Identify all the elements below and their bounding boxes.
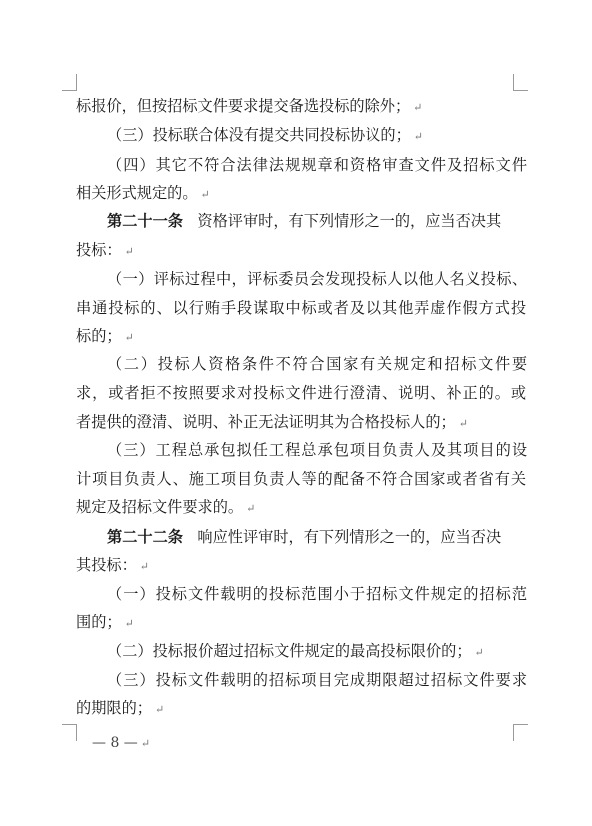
- text-line: （二）投标报价超过招标文件规定的最高投标限价的； ↵: [107, 642, 484, 660]
- text-line: （一）投标文件载明的投标范围小于招标文件规定的招标范: [107, 585, 527, 603]
- text-line: 规定及招标文件要求的。 ↵: [76, 498, 256, 516]
- text-line: （二）投标人资格条件不符合国家有关规定和招标文件要: [107, 355, 527, 373]
- article-22-heading: 第二十二条 响应性评审时，有下列情形之一的，应当否决: [107, 528, 502, 546]
- text-line: 其投标： ↵: [76, 556, 149, 574]
- crop-mark-top-right: [513, 74, 528, 91]
- text-line: 者提供的澄清、说明、补正无法证明其为合格投标人的； ↵: [76, 413, 468, 431]
- text-line: 围的； ↵: [76, 613, 134, 631]
- text-line: 求，或者拒不按照要求对投标文件进行澄清、说明、补正的。或: [76, 384, 526, 402]
- text-line: 标的； ↵: [76, 327, 134, 345]
- crop-mark-bottom-left: [62, 724, 77, 741]
- text-line: 计项目负责人、施工项目负责人等的配备不符合国家或者省有关: [76, 470, 526, 488]
- text-line: 标报价，但按招标文件要求提交备选投标的除外； ↵: [76, 97, 423, 115]
- crop-mark-top-left: [62, 74, 77, 91]
- text-line: （四）其它不符合法律法规规章和资格审查文件及招标文件: [107, 156, 527, 174]
- text-line: （三）投标文件载明的招标项目完成期限超过招标文件要求: [107, 671, 527, 689]
- text-line: 投标： ↵: [76, 241, 134, 259]
- text-line: 的期限的； ↵: [76, 699, 165, 717]
- article-21-heading: 第二十一条 资格评审时，有下列情形之一的，应当否决其: [107, 212, 502, 230]
- text-line: （三）工程总承包拟任工程总承包项目负责人及其项目的设: [107, 441, 527, 459]
- page-number: — 8 — ↵: [92, 735, 151, 751]
- crop-mark-bottom-right: [513, 724, 528, 741]
- text-line: （三）投标联合体没有提交共同投标协议的； ↵: [107, 126, 423, 144]
- text-line: 相关形式规定的。 ↵: [76, 184, 210, 202]
- text-line: （一）评标过程中，评标委员会发现投标人以他人名义投标、: [107, 270, 527, 288]
- text-line: 串通投标的、以行贿手段谋取中标或者及以其他弄虚作假方式投: [76, 299, 526, 317]
